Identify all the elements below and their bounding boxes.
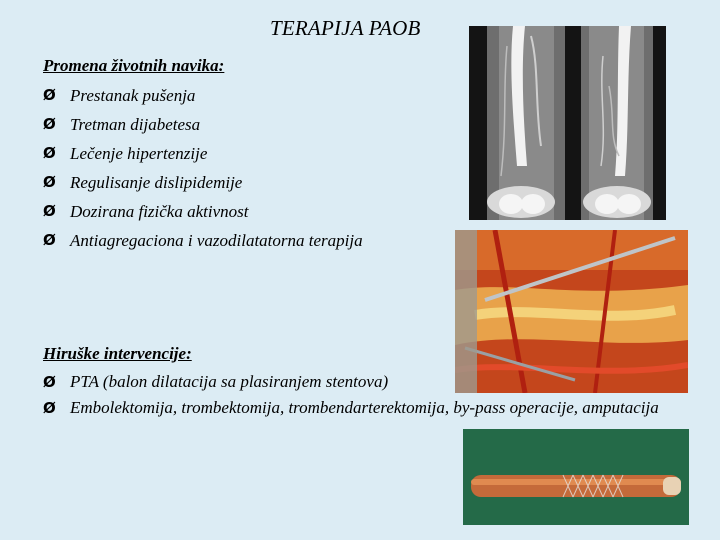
- angiography-image: [469, 26, 666, 220]
- slide-title: TERAPIJA PAOB: [270, 16, 421, 40]
- section-heading-lifestyle: Promena životnih navika:: [43, 56, 225, 75]
- arrow-bullet-icon: Ø: [43, 202, 56, 220]
- lifestyle-list: [43, 81, 463, 255]
- arrow-bullet-icon: Ø: [43, 173, 56, 191]
- arrow-bullet-icon: Ø: [43, 115, 56, 133]
- list-item: Ø Prestanak pušenja: [43, 81, 463, 110]
- angiography-graphic: [469, 26, 666, 220]
- arrow-bullet-icon: Ø: [43, 144, 56, 162]
- stent-graft-photo: [463, 429, 689, 525]
- list-item: Ø Regulisanje dislipidemije: [43, 168, 463, 197]
- list-item: Ø PTA (balon dilatacija sa plasiranjem stentova): [43, 370, 683, 394]
- stent-graft-graphic: [463, 429, 689, 525]
- arrow-bullet-icon: Ø: [43, 399, 56, 417]
- list-item: Ø Dozirana fizička aktivnost: [43, 197, 463, 226]
- surgery-photo: [455, 230, 688, 393]
- list-item: Ø Antiagregaciona i vazodilatatorna terapija: [43, 226, 463, 255]
- list-item: Ø Embolektomija, trombektomija, trombendarterektomija, by-pass operacije, amputacija: [43, 396, 683, 420]
- arrow-bullet-icon: Ø: [43, 231, 56, 249]
- section-heading-surgery: Hiruške intervencije:: [43, 344, 192, 363]
- arrow-bullet-icon: Ø: [43, 86, 56, 104]
- list-item: Ø Lečenje hipertenzije: [43, 139, 463, 168]
- arrow-bullet-icon: Ø: [43, 373, 56, 391]
- surgery-graphic: [455, 230, 688, 393]
- list-item: Ø Tretman dijabetesa: [43, 110, 463, 139]
